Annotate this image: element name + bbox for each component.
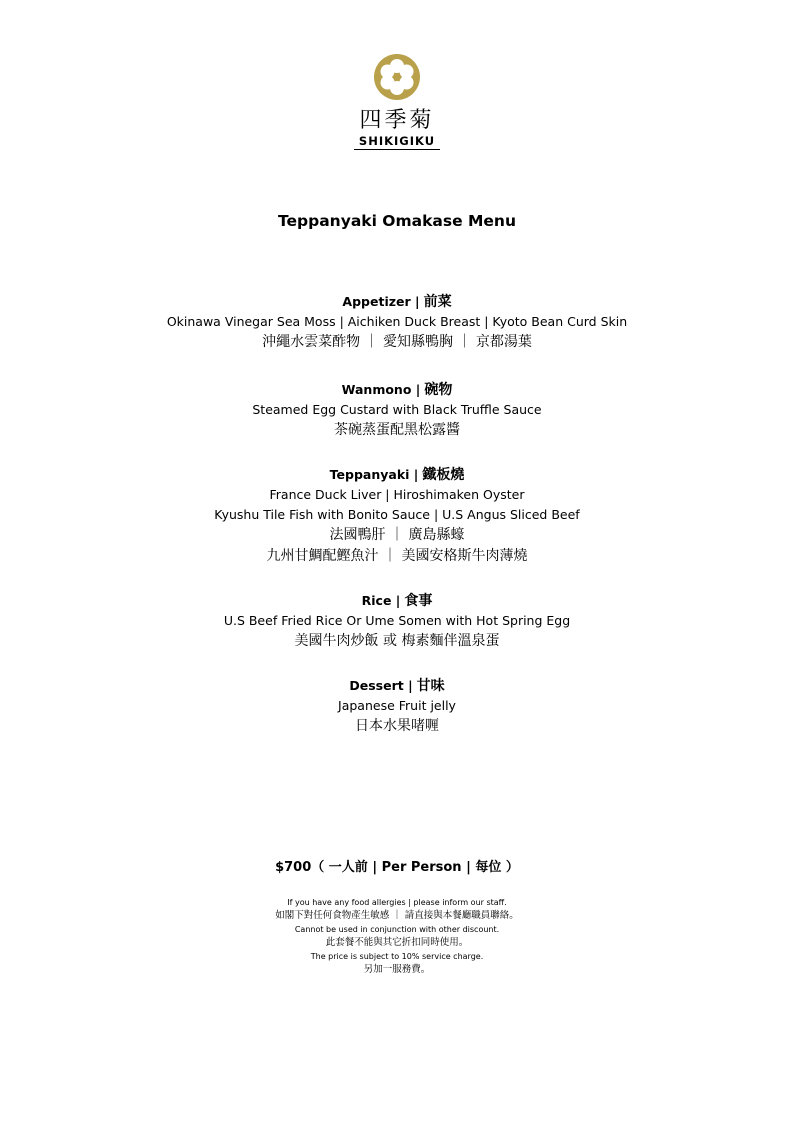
service-note-en: The price is subject to 10% service charge. (310, 952, 484, 961)
course-name-en: Dessert | (349, 678, 413, 693)
course-name-en: Appetizer | (342, 294, 420, 309)
course-item-en: U.S Beef Fried Rice Or Ume Somen with Hot Spring Egg (223, 613, 571, 628)
course-name-zh: 前菜 (423, 294, 452, 310)
footer-notes (0, 896, 794, 977)
brand-underline (354, 149, 440, 150)
chrysanthemum-crest-icon (372, 52, 422, 102)
allergy-note-en: If you have any food allergies | please inform our staff. (287, 898, 507, 907)
course-dessert (0, 676, 794, 737)
course-item-zh: 茶碗蒸蛋配黑松露醬 (334, 422, 460, 438)
course-appetizer (0, 292, 794, 353)
course-heading (0, 676, 794, 696)
course-name-en: Rice | (361, 593, 401, 608)
course-name-zh: 食事 (404, 593, 433, 609)
brand-name-latin: SHIKIGIKU (358, 134, 436, 148)
course-item-en: Okinawa Vinegar Sea Moss | Aichiken Duck Breast | Kyoto Bean Curd Skin (166, 314, 628, 329)
course-wanmono (0, 380, 794, 441)
course-item-zh: 九州甘鯛配鰹魚汁 ｜ 美國安格斯牛肉薄燒 (266, 548, 528, 564)
course-item-zh: 美國牛肉炒飯 或 梅素麵伴溫泉蛋 (294, 633, 500, 649)
course-name-en: Wanmono | (341, 382, 421, 397)
course-teppanyaki (0, 465, 794, 567)
course-name-zh: 碗物 (424, 382, 453, 398)
course-heading (0, 465, 794, 485)
crest-petal (380, 65, 394, 79)
course-item-zh: 沖繩水雲菜酢物 ｜ 愛知縣鴨胸 ｜ 京都湯葉 (262, 334, 532, 350)
course-item-en: Japanese Fruit jelly (338, 698, 456, 713)
menu-title: Teppanyaki Omakase Menu (278, 212, 516, 230)
course-item-zh: 日本水果啫喱 (355, 718, 439, 734)
service-note-zh: 另加一服務費。 (363, 964, 431, 975)
course-item-en: Kyushu Tile Fish with Bonito Sauce | U.S Angus Sliced Beef (214, 507, 580, 522)
price-line: $700（ 一人前 | Per Person | 每位 ） (275, 860, 519, 875)
brand-name-cjk: 四季菊 (359, 108, 435, 133)
course-heading (0, 591, 794, 611)
course-heading (0, 380, 794, 400)
discount-note-zh: 此套餐不能與其它折扣同時使用。 (325, 937, 469, 948)
discount-note-en: Cannot be used in conjunction with other discount. (294, 925, 500, 934)
course-rice (0, 591, 794, 652)
brand-logo (0, 52, 794, 150)
course-item-en: Steamed Egg Custard with Black Truffle Sauce (252, 402, 542, 417)
course-name-zh: 鐵板燒 (422, 467, 465, 483)
course-heading (0, 292, 794, 312)
course-item-zh: 法國鴨肝 ｜ 廣島縣蠔 (329, 527, 465, 543)
course-name-en: Teppanyaki | (329, 467, 419, 482)
course-item-en: France Duck Liver | Hiroshimaken Oyster (269, 487, 525, 502)
allergy-note-zh: 如閣下對任何食物產生敏感 ｜ 請直接與本餐廳職員聯絡。 (275, 910, 519, 921)
course-name-zh: 甘味 (416, 678, 445, 694)
